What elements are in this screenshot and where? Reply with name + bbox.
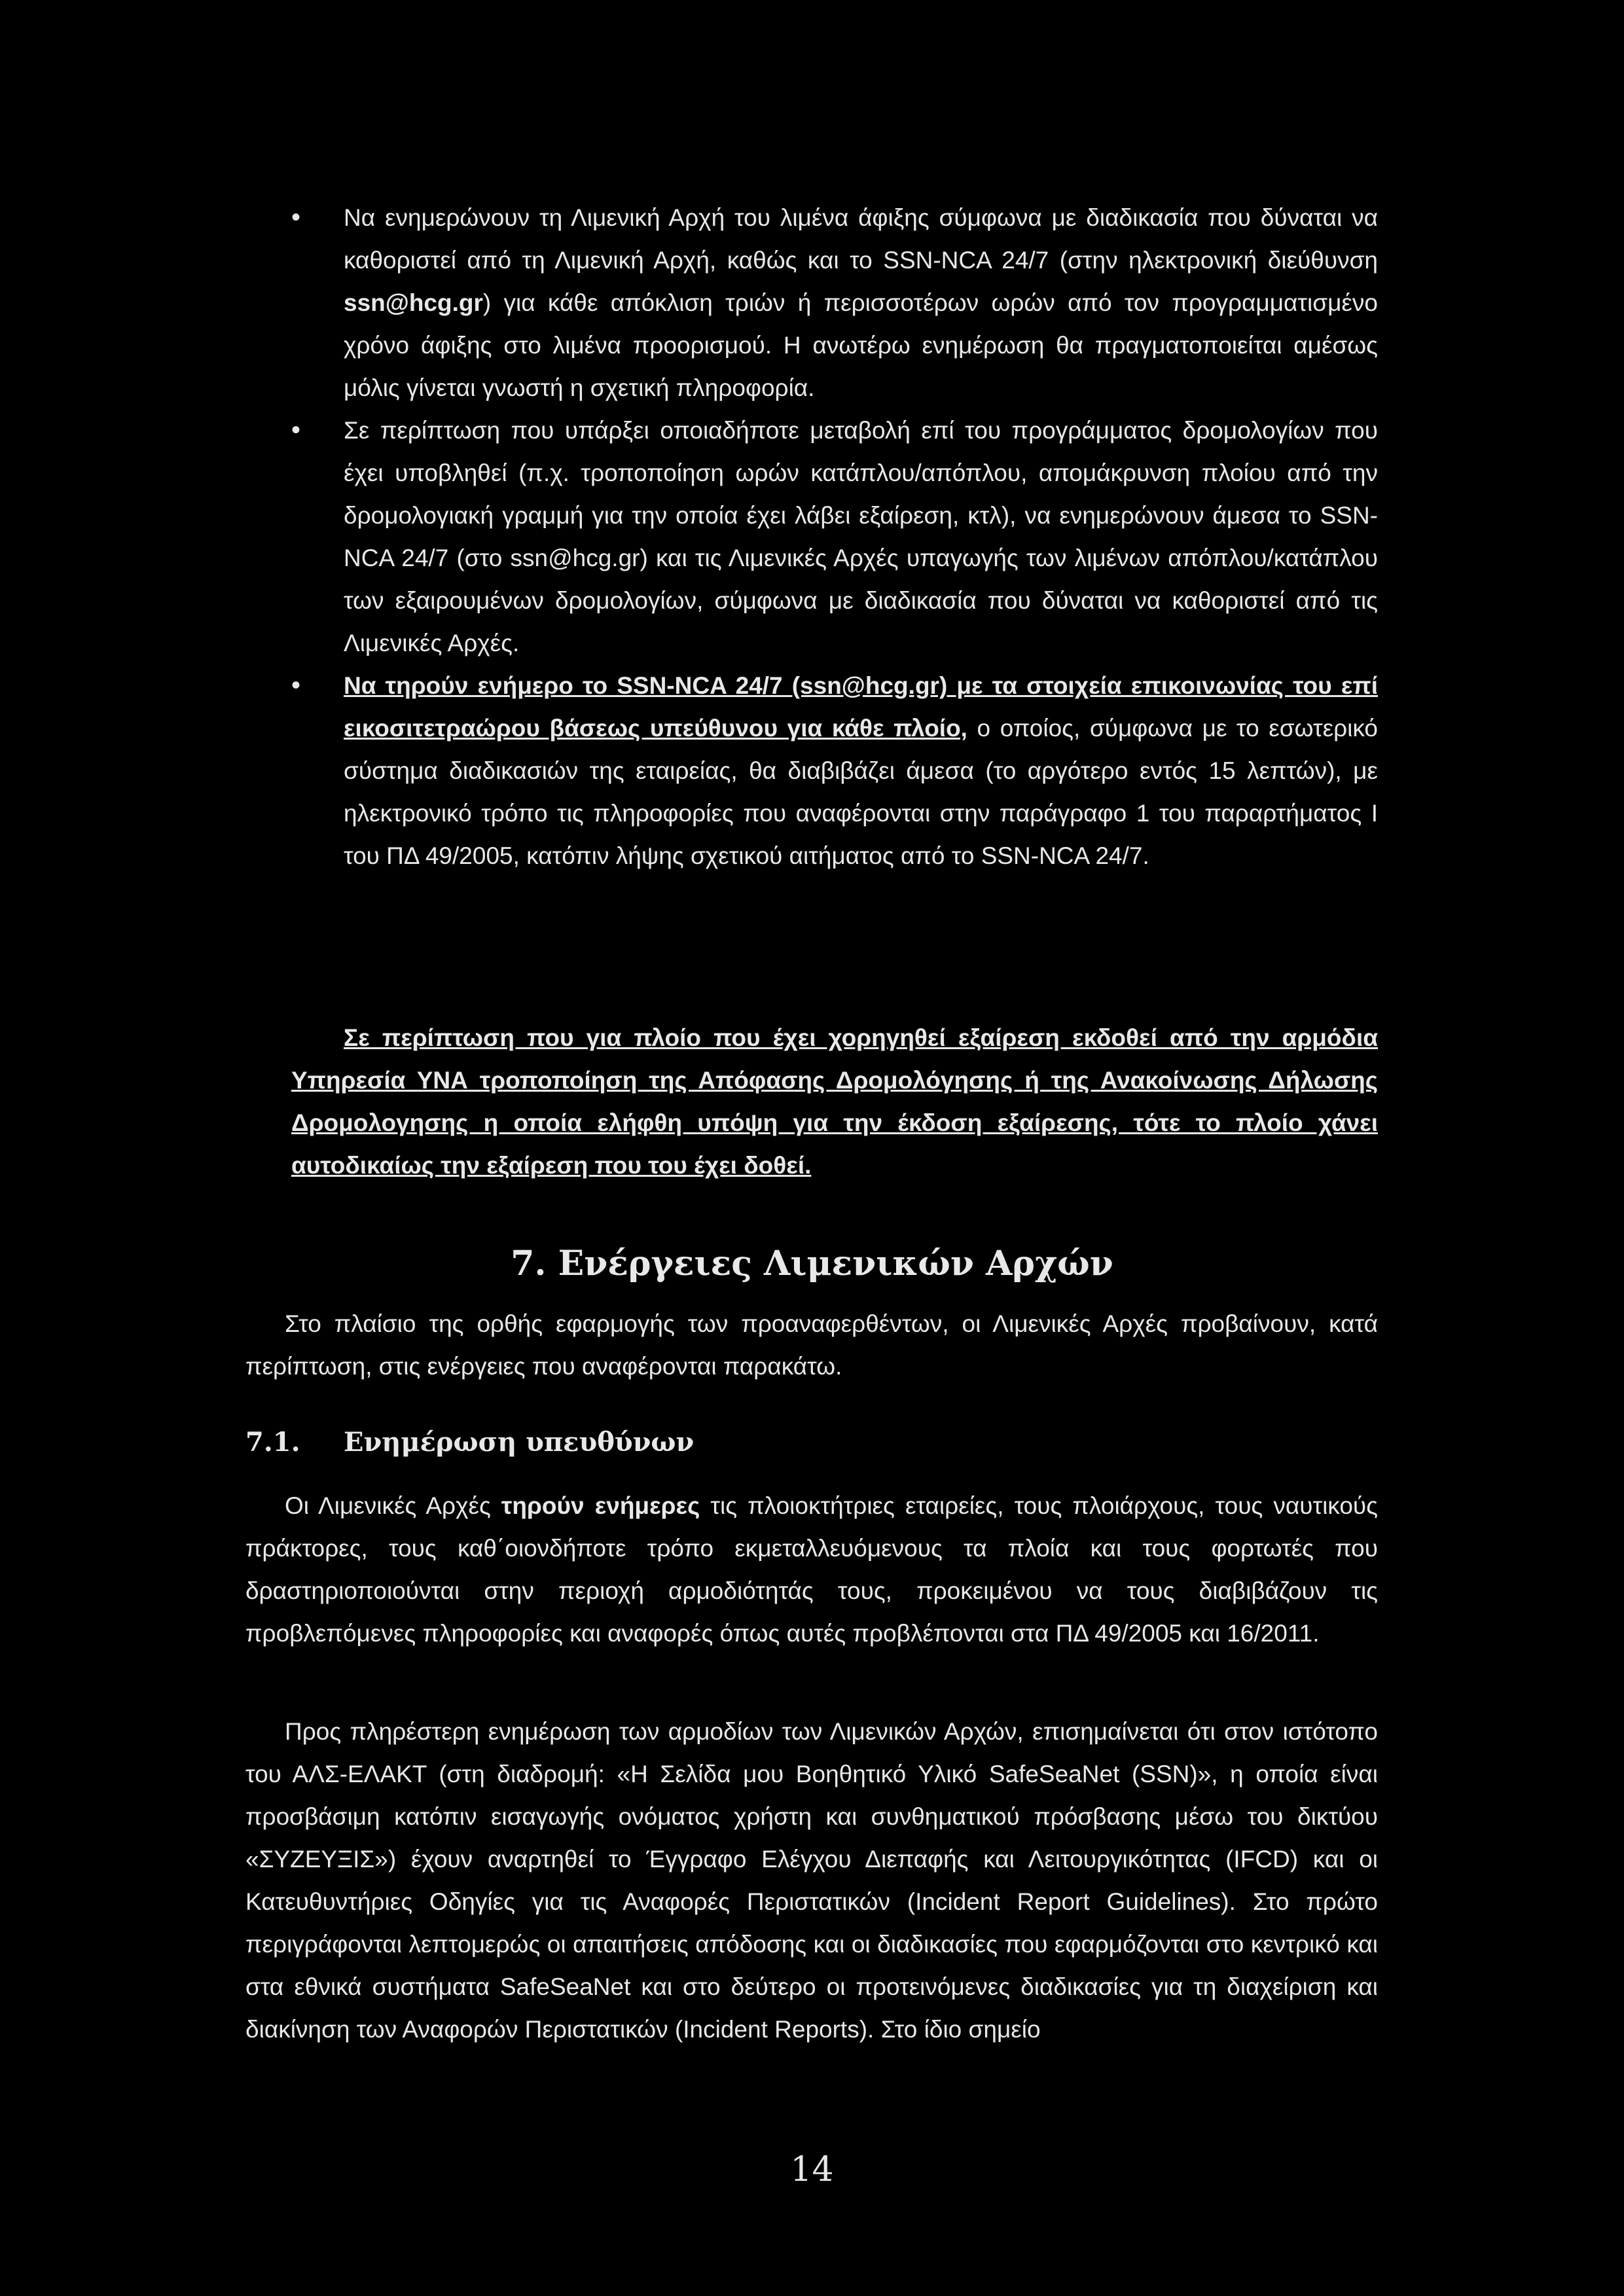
- subsection-title: Ενημέρωση υπευθύνων: [344, 1427, 695, 1458]
- section-heading: 7. Ενέργειες Λιμενικών Αρχών: [511, 1244, 1113, 1283]
- page-number: 14: [790, 2150, 834, 2189]
- bullet-text: Σε περίπτωση που υπάρξει οποιαδήποτε μεταβολή επί του προγράμματος δρομολογίων που έχει υποβληθεί (π.χ. τροποποίηση ωρών κατάπλου/απόπλου, απομάκρυνση πλοίου από την δρομολογιακή γραμμή για την οποία έχει λάβει εξαίρεση, κτλ), να ενημερώνουν άμεσα το SSN-NCA 24/7 (στο ssn@hcg.gr) και τις Λιμενικές Αρχές υπαγωγής των λιμένων απόπλου/κατάπλου των εξαιρουμένων δρομολογίων, σύμφωνα με διαδικασία που δύναται να καθοριστεί από τις Λιμενικές Αρχές.: [344, 417, 1378, 656]
- email-bold: ssn@hcg.gr: [344, 289, 483, 316]
- bullet-item-contact-info: [291, 664, 1378, 877]
- section-intro: Στο πλαίσιο της ορθής εφαρμογής των προαναφερθέντων, οι Λιμενικές Αρχές προβαίνουν, κατά περίπτωση, στις ενέργειες που αναφέρονται παρακάτω.: [245, 1310, 1378, 1380]
- bullet-item-schedule-change: [291, 409, 1378, 664]
- paragraph-text-end: τις πλοιοκτήτριες εταιρείες, τους πλοιάρχους, τους ναυτικούς πράκτορες, τους καθ΄οιονδήποτε τρόπο εκμεταλλευόμενους τα πλοία και τους φορτωτές που δραστηριοποιούνται στην περιοχή αρμοδιότητάς τους, προκειμένου να τους διαβιβάζουν τις προβλεπόμενες πληροφορίες και αναφορές όπως αυτές προβλέπονται στα ΠΔ 49/2005 και 16/2011.: [245, 1492, 1378, 1647]
- bullet-list: [291, 196, 1378, 877]
- exemption-notice: Σε περίπτωση που για πλοίο που έχει χορηγηθεί εξαίρεση εκδοθεί από την αρμόδια Υπηρεσία ΥΝΑ τροποποίηση της Απόφασης Δρομολόγησης ή της Ανακοίνωσης Δήλωσης Δρομολογησης η οποία ελήφθη υπόψη για την έκδοση εξαίρεσης, τότε το πλοίο χάνει αυτοδικαίως την εξαίρεση που του έχει δοθεί.: [291, 1024, 1378, 1179]
- bullet-text: Να ενημερώνουν τη Λιμενική Αρχή του λιμένα άφιξης σύμφωνα με διαδικασία που δύναται να καθοριστεί από τη Λιμενική Αρχή, καθώς και το SSN-NCA 24/7 (στην ηλεκτρονική διεύθυνση: [344, 204, 1378, 274]
- bullet-underlined-text: Να τηρούν ενήμερο το SSN-NCA 24/7 (ssn@hcg.gr) με τα στοιχεία επικοινωνίας του επί εικοσιτετραώρου βάσεως υπεύθυνου για κάθε πλοίο,: [344, 672, 1378, 742]
- paragraph-bold: τηρούν ενήμερες: [501, 1492, 700, 1519]
- bullet-item-arrival-notice: [291, 196, 1378, 409]
- subsection-paragraph-2: Προς πληρέστερη ενημέρωση των αρμοδίων των Λιμενικών Αρχών, επισημαίνεται ότι στον ιστότοπο του ΑΛΣ-ΕΛΑΚΤ (στη διαδρομή: «Η Σελίδα μου Βοηθητικό Υλικό SafeSeaNet (SSN)», η οποία είναι προσβάσιμη κατόπιν εισαγωγής ονόματος χρήστη και συνθηματικού πρόσβασης μέσω του δικτύου «ΣΥΖΕΥΞΙΣ») έχουν αναρτηθεί το Έγγραφο Ελέγχου Διεπαφής και Λειτουργικότητας (IFCD) και οι Κατευθυντήριες Οδηγίες για τις Αναφορές Περιστατικών (Incident Report Guidelines). Στο πρώτο περιγράφονται λεπτομερώς οι απαιτήσεις απόδοσης και οι διαδικασίες που εφαρμόζονται στο κεντρικό και στα εθνικά συστήματα SafeSeaNet και στο δεύτερο οι προτεινόμενες διαδικασίες για τη διαχείριση και διακίνηση των Αναφορών Περιστατικών (Incident Reports). Στο ίδιο σημείο: [245, 1718, 1378, 2043]
- bullet-text: ο οποίος, σύμφωνα με το εσωτερικό σύστημα διαδικασιών της εταιρείας, θα διαβιβάζει άμεσα (το αργότερο εντός 15 λεπτών), με ηλεκτρονικό τρόπο τις πληροφορίες που αναφέρονται στην παράγραφο 1 του παραρτήματος Ι του ΠΔ 49/2005, κατόπιν λήψης σχετικού αιτήματος από το SSN-NCA 24/7.: [344, 715, 1378, 869]
- bullet-text-end: ) για κάθε απόκλιση τριών ή περισσοτέρων ωρών από τον προγραμματισμένο χρόνο άφιξης στο λιμένα προορισμού. Η ανωτέρω ενημέρωση θα πραγματοποιείται αμέσως μόλις γίνεται γνωστή η σχετική πληροφορία.: [344, 289, 1378, 401]
- subsection-paragraph-1: [245, 1484, 1378, 1655]
- subsection-heading: [245, 1427, 694, 1458]
- paragraph-text: Οι Λιμενικές Αρχές: [285, 1492, 501, 1519]
- subsection-number: 7.1.: [245, 1427, 300, 1458]
